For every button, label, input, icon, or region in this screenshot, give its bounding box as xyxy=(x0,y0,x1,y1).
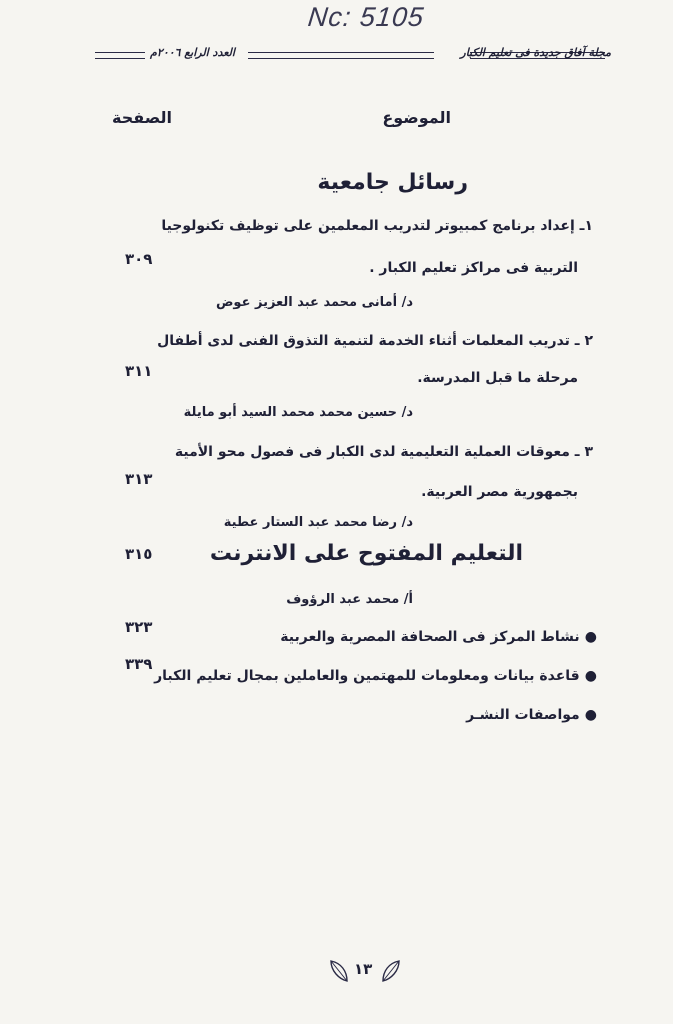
toc-entry-author: د/ رضا محمد عبد الستار عطية xyxy=(223,515,413,530)
toc-entry-author: د/ حسين محمد محمد السيد أبو مايلة xyxy=(183,405,413,420)
running-head-issue: العدد الرابع ٢٠٠٦م xyxy=(150,46,235,59)
toc-entry-author: أ/ محمد عبد الرؤوف xyxy=(286,592,413,607)
leaf-ornament-icon xyxy=(379,957,403,985)
header-rule-middle xyxy=(248,52,434,59)
toc-entry-title-cont: التربية فى مراكز تعليم الكبار . xyxy=(369,260,578,276)
page-number: ٣١١ xyxy=(125,362,153,380)
toc-entry-title: ٣ ـ معوقات العملية التعليمية لدى الكبار فى فصول محو الأمية xyxy=(174,444,593,460)
bullet-item-text: مواصفات النشـر xyxy=(466,707,580,723)
toc-entry-title-cont: مرحلة ما قبل المدرسة. xyxy=(417,370,578,386)
page-number: ٣١٥ xyxy=(125,545,153,563)
column-heading-subject: الموضوع xyxy=(382,108,451,127)
bullet-item-text: قاعدة بيانات ومعلومات للمهتمين والعاملين بمجال تعليم الكبار xyxy=(154,668,580,684)
toc-entry-author: د/ أمانى محمد عبد العزيز عوض xyxy=(215,295,413,310)
bullet-item xyxy=(280,626,597,645)
bullet-item xyxy=(466,704,597,723)
bullet-item xyxy=(154,665,597,684)
bullet-dot-icon: ● xyxy=(584,707,597,723)
page-number: ٣٠٩ xyxy=(125,250,153,268)
page-number: ٣٣٩ xyxy=(125,655,153,673)
header-rule-left xyxy=(95,52,145,59)
bullet-item-text: نشاط المركز فى الصحافة المصرية والعربية xyxy=(280,629,580,645)
bullet-dot-icon: ● xyxy=(584,668,597,684)
running-head-journal: مجلة آفاق جديدة فى تعليم الكبار xyxy=(460,46,611,59)
section-title-theses: رسائل جامعية xyxy=(317,170,468,195)
bullet-dot-icon: ● xyxy=(584,629,597,645)
toc-entry-title-cont: بجمهورية مصر العربية. xyxy=(421,484,578,500)
page-number: ٣٢٣ xyxy=(125,618,153,636)
leaf-ornament-icon xyxy=(327,957,351,985)
page-number: ٣١٣ xyxy=(125,470,153,488)
archive-stamp: Nc: 5105 xyxy=(306,2,426,32)
folio xyxy=(327,955,407,987)
toc-entry-title: ١ـ إعداد برنامج كمبيوتر لتدريب المعلمين على توظيف تكنولوجيا xyxy=(161,218,593,234)
section-title-open-learning: التعليم المفتوح على الانترنت xyxy=(209,541,523,566)
toc-entry-title: ٢ ـ تدريب المعلمات أثناء الخدمة لتنمية التذوق الفنى لدى أطفال xyxy=(157,333,593,349)
column-heading-page: الصفحة xyxy=(112,108,173,127)
folio-number: ١٣ xyxy=(354,960,373,978)
